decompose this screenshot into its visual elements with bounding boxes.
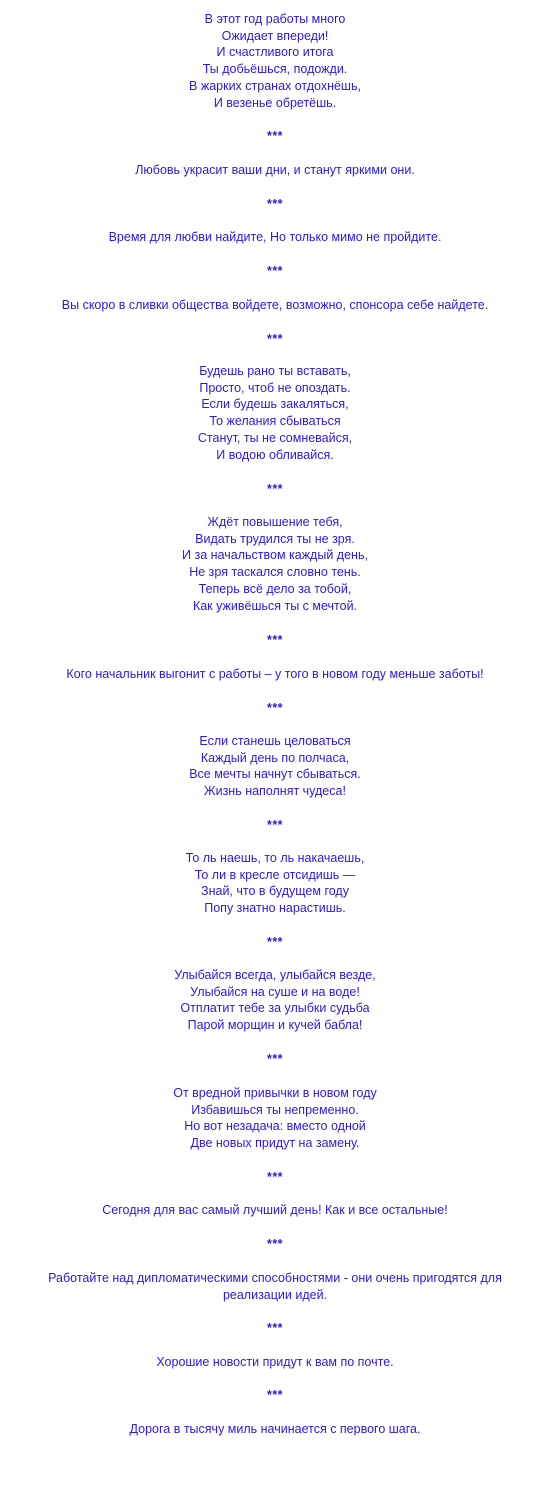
text-line: Вы скоро в сливки общества войдете, возможно, спонсора себе найдете. [61, 298, 489, 312]
prediction-block-5 [0, 363, 550, 463]
prediction-block-15 [0, 1421, 550, 1438]
prediction-block-8 [0, 733, 550, 800]
prediction-block-7 [0, 666, 550, 683]
text-line: Работайте над дипломатическими способностями - они очень пригодятся для [48, 1271, 502, 1285]
text-line: Кого начальник выгонит с работы – у того в новом году меньше заботы! [66, 667, 484, 681]
separator: *** [266, 633, 284, 647]
text-line: Время для любви найдите, Но только мимо не пройдите. [108, 230, 442, 244]
prediction-block-9 [0, 850, 550, 917]
separator: *** [266, 197, 284, 211]
prediction-block-2 [0, 162, 550, 179]
text-line: И за начальством каждый день, [182, 548, 368, 563]
separator: *** [266, 1321, 284, 1335]
text-line: Если станешь целоваться [199, 734, 351, 748]
text-line: Избавишься ты непременно. [191, 1102, 359, 1117]
text-line: Все мечты начнут сбываться. [189, 767, 361, 782]
text-line: Отплатит тебе за улыбки судьба [180, 1001, 370, 1016]
text-line: реализации идей. [222, 1287, 328, 1302]
separator: *** [266, 1237, 284, 1251]
text-line: Знай, что в будущем году [201, 884, 349, 899]
text-line: Ты добьёшься, подожди. [202, 62, 348, 77]
text-line: Каждый день по полчаса, [200, 750, 350, 765]
text-line: Две новых придут на замену. [190, 1136, 360, 1151]
text-line: Просто, чтоб не опоздать. [199, 380, 351, 395]
separator: *** [266, 264, 284, 278]
separator: *** [266, 482, 284, 496]
separator: *** [266, 701, 284, 715]
text-line: Ожидает впереди! [221, 28, 329, 43]
separator: *** [266, 332, 284, 346]
text-line: Не зря таскался словно тень. [189, 565, 361, 580]
text-line: Теперь всё дело за тобой, [198, 581, 352, 596]
prediction-block-4 [0, 297, 550, 314]
text-line: И везенье обретёшь. [213, 95, 337, 110]
text-line: Попу знатно нарастишь. [204, 901, 346, 916]
text-line: То ли в кресле отсидишь — [194, 867, 356, 882]
text-line: Ждёт повышение тебя, [207, 515, 343, 529]
separator: *** [266, 1170, 284, 1184]
separator: *** [266, 1388, 284, 1402]
text-line: От вредной привычки в новом году [173, 1086, 377, 1100]
text-line: Дорога в тысячу миль начинается с первого шага. [129, 1422, 421, 1436]
text-line: Но вот незадача: вместо одной [184, 1119, 366, 1134]
text-line: В этот год работы много [204, 12, 346, 26]
prediction-block-12 [0, 1202, 550, 1219]
separator: *** [266, 935, 284, 949]
text-line: Как уживёшься ты с мечтой. [192, 598, 358, 613]
text-line: Улыбайся на суше и на воде! [190, 984, 360, 999]
separator: *** [266, 129, 284, 143]
text-line: Улыбайся всегда, улыбайся везде, [174, 968, 376, 982]
text-line: Хорошие новости придут к вам по почте. [156, 1355, 394, 1369]
prediction-block-13 [0, 1270, 550, 1303]
text-line: Любовь украсит ваши дни, и станут яркими они. [135, 163, 415, 177]
text-line: Парой морщин и кучей бабла! [187, 1018, 363, 1033]
text-line: Станут, ты не сомневайся, [197, 430, 353, 445]
prediction-block-11 [0, 1085, 550, 1152]
text-line: Если будешь закаляться, [201, 397, 349, 412]
text-line: То ль наешь, то ль накачаешь, [185, 851, 365, 865]
prediction-block-10 [0, 967, 550, 1034]
text-line: И водою обливайся. [216, 447, 334, 462]
prediction-block-6 [0, 514, 550, 614]
text-line: Сегодня для вас самый лучший день! Как и все остальные! [102, 1203, 448, 1217]
separator: *** [266, 1052, 284, 1066]
text-line: Видать трудился ты не зря. [195, 531, 355, 546]
prediction-block-3 [0, 229, 550, 246]
prediction-block-14 [0, 1354, 550, 1371]
text-line: Жизнь наполнят чудеса! [204, 784, 346, 799]
prediction-block-1 [0, 11, 550, 111]
text-line: Будешь рано ты вставать, [199, 364, 351, 378]
text-line: И счастливого итога [216, 45, 334, 60]
text-line: В жарких странах отдохнёшь, [189, 78, 361, 93]
text-line: То желания сбываться [209, 414, 341, 429]
separator: *** [266, 818, 284, 832]
